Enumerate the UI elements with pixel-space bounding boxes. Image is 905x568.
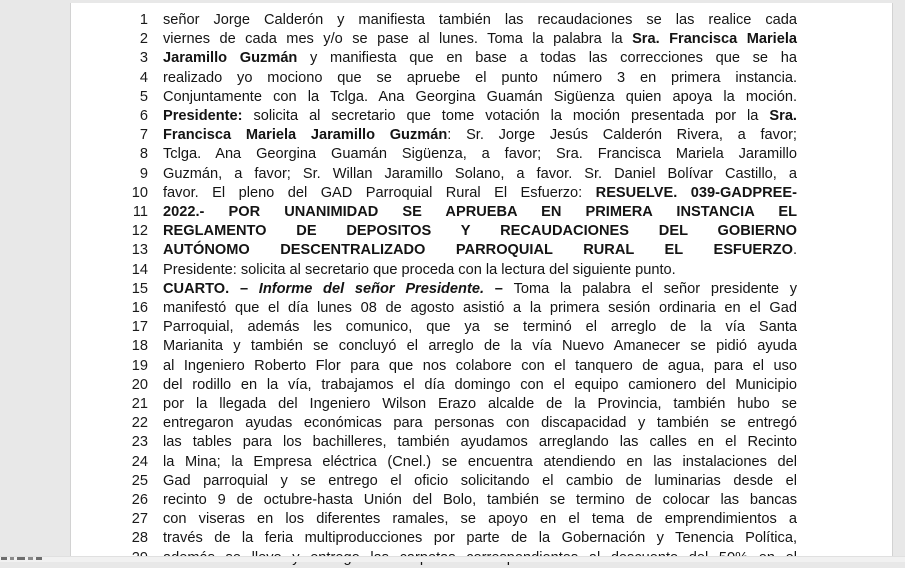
line-number: 12 (131, 223, 148, 240)
line-text (163, 88, 797, 107)
text-segment: Sra. Francisca Mariela (632, 31, 797, 48)
text-segment: Sra. (769, 108, 797, 125)
line-text (163, 357, 797, 376)
document-line (71, 357, 892, 376)
line-text (163, 30, 797, 49)
document-line (71, 337, 892, 356)
text-segment: y manifiesta que en base a todas las correcciones que se ha (297, 50, 797, 67)
text-segment: Toma la palabra el señor presidente y (513, 280, 798, 297)
text-segment: realizado yo mociono que se apruebe el punto número 3 en primera instancia. (163, 69, 797, 86)
line-number: 1 (139, 12, 148, 28)
document-lines (71, 3, 892, 568)
text-segment: las tables para los bachilleres, también ayudamos arreglando las calles en el Recinto (163, 434, 797, 451)
text-segment: AUTÓNOMO DESCENTRALIZADO PARROQUIAL RURAL EL ESFUERZO (163, 242, 793, 259)
text-segment: REGLAMENTO DE DEPOSITOS Y RECAUDACIONES DEL GOBIERNO (163, 223, 797, 240)
line-number: 28 (131, 530, 148, 547)
document-line (71, 184, 892, 203)
document-line (71, 261, 892, 280)
line-number: 6 (139, 108, 148, 125)
text-segment: Gad parroquial y se entrego el oficio solicitando el cambio de luminarias desde el (163, 472, 797, 489)
line-text (163, 376, 797, 395)
text-segment: . (792, 242, 797, 259)
document-line (71, 414, 892, 433)
document-line (71, 69, 892, 88)
document-line (71, 203, 892, 222)
line-text (163, 107, 797, 126)
line-number: 13 (131, 242, 148, 259)
line-number: 7 (139, 127, 148, 144)
line-number: 10 (131, 184, 148, 201)
line-number: 18 (131, 338, 148, 355)
document-line (71, 145, 892, 164)
text-segment: entregaron ayudas económicas para personas con discapacidad y también se entregó (163, 415, 797, 432)
line-text (163, 241, 797, 260)
line-number: 5 (139, 88, 148, 105)
line-text (163, 453, 797, 472)
line-number: 17 (131, 319, 148, 336)
line-text (163, 491, 797, 510)
line-text (163, 299, 797, 318)
text-segment: viernes de cada mes y/o se pase al lunes. Toma la palabra la (163, 31, 633, 48)
document-line (71, 11, 892, 30)
document-line (71, 107, 892, 126)
text-segment: través de la feria multiproducciones por parte de la Gobernación y Tenencia Política, (163, 530, 797, 547)
line-text (163, 510, 797, 529)
text-segment: Presidente: (163, 108, 243, 125)
line-text (163, 126, 797, 145)
text-segment: al Ingeniero Roberto Flor para que nos colabore con el tanquero de agua, para el uso (163, 357, 797, 374)
line-text (163, 318, 797, 337)
document-line (71, 49, 892, 68)
text-segment: – (494, 280, 514, 297)
line-text (163, 222, 797, 241)
document-line (71, 472, 892, 491)
document-page[interactable] (70, 3, 893, 556)
line-number: 2 (139, 31, 148, 48)
line-number: 3 (139, 50, 148, 67)
document-line (71, 376, 892, 395)
text-segment: Presidente: solicita al secretario que proceda con la lectura del siguiente punto. (163, 261, 676, 278)
line-text (163, 433, 797, 452)
line-number: 15 (131, 280, 148, 297)
line-text (163, 11, 797, 30)
document-line (71, 222, 892, 241)
cutoff-corner-fragment (1, 556, 45, 561)
line-number: 26 (131, 492, 148, 509)
document-line (71, 88, 892, 107)
text-segment: Marianita y también se concluyó el arreglo de la vía Nuevo Amanecer se pidió ayuda (163, 338, 797, 355)
line-text (163, 184, 797, 203)
text-segment: Parroquial, además les comunico, que ya se terminó el arreglo de la vía Santa (163, 319, 797, 336)
document-line (71, 30, 892, 49)
text-segment: RESUELVE. 039-GADPREE- (595, 184, 797, 201)
text-segment: : Sr. Jorge Jesús Calderón Rivera, a favor; (447, 127, 797, 144)
text-segment: Tclga. Ana Georgina Guamán Sigüenza, a favor; Sra. Francisca Mariela Jaramillo (163, 146, 797, 163)
line-number: 21 (131, 396, 148, 413)
text-segment: manifestó que el día lunes 08 de agosto asistió a la primera sesión ordinaria en el Gad (163, 300, 797, 317)
text-segment: recinto 9 de octubre-hasta Unión del Bolo, también se termino de colocar las bancas (163, 492, 797, 509)
text-segment: por la llegada del Ingeniero Wilson Erazo alcalde de la Provincia, también hubo se (163, 396, 797, 413)
line-text (163, 529, 797, 548)
line-number: 16 (131, 300, 148, 317)
document-line (71, 280, 892, 299)
document-line (71, 126, 892, 145)
text-segment: señor Jorge Calderón y manifiesta también las recaudaciones se las realice cada (163, 12, 797, 28)
document-line (71, 453, 892, 472)
document-line (71, 318, 892, 337)
line-text (163, 165, 797, 184)
line-number: 19 (131, 357, 148, 374)
bottom-edge-strip (0, 556, 905, 562)
document-line (71, 491, 892, 510)
text-segment: Jaramillo Guzmán (163, 50, 298, 67)
document-line (71, 395, 892, 414)
text-segment: CUARTO. – (163, 280, 259, 297)
document-line (71, 241, 892, 260)
line-number: 23 (131, 434, 148, 451)
line-text (163, 395, 797, 414)
line-number: 8 (139, 146, 148, 163)
document-line (71, 433, 892, 452)
line-text (163, 145, 797, 164)
text-segment: favor. El pleno del GAD Parroquial Rural El Esfuerzo: (163, 184, 596, 201)
line-text (163, 69, 797, 88)
line-number: 9 (139, 165, 148, 182)
document-line (71, 165, 892, 184)
line-number: 14 (131, 261, 148, 278)
line-number: 4 (139, 69, 148, 86)
line-text (163, 337, 797, 356)
line-number: 20 (131, 376, 148, 393)
line-number: 24 (131, 453, 148, 470)
text-segment: con viseras en los diferentes ramales, se apoyo en el tema de emprendimientos a (163, 511, 797, 528)
line-text (163, 280, 797, 299)
line-number: 11 (132, 204, 148, 221)
document-line (71, 510, 892, 529)
document-line (71, 529, 892, 548)
line-number: 25 (131, 472, 148, 489)
text-segment: 2022.- POR UNANIMIDAD SE APRUEBA EN PRIMERA INSTANCIA EL (163, 204, 797, 221)
document-line (71, 299, 892, 318)
line-text (163, 261, 797, 280)
line-text (163, 203, 797, 222)
text-segment: la Mina; la Empresa eléctrica (Cnel.) se encuentra atendiendo en las instalaciones del (163, 453, 797, 470)
text-segment: solicita al secretario que tome votación la moción presentada por la (242, 108, 770, 125)
text-segment: Francisca Mariela Jaramillo Guzmán (163, 127, 448, 144)
text-segment: del rodillo en la vía, trabajamos el día domingo con el equipo camionero del Municipio (163, 376, 797, 393)
line-text (163, 49, 797, 68)
text-segment: Conjuntamente con la Tclga. Ana Georgina Guamán Sigüenza quien apoya la moción. (163, 88, 797, 105)
text-segment: Informe del señor Presidente. (258, 280, 495, 297)
line-number: 27 (131, 511, 148, 528)
line-text (163, 472, 797, 491)
text-segment: Guzmán, a favor; Sr. Willan Jaramillo Solano, a favor. Sr. Daniel Bolívar Castillo, a (163, 165, 797, 182)
line-text (163, 414, 797, 433)
line-number: 22 (131, 415, 148, 432)
